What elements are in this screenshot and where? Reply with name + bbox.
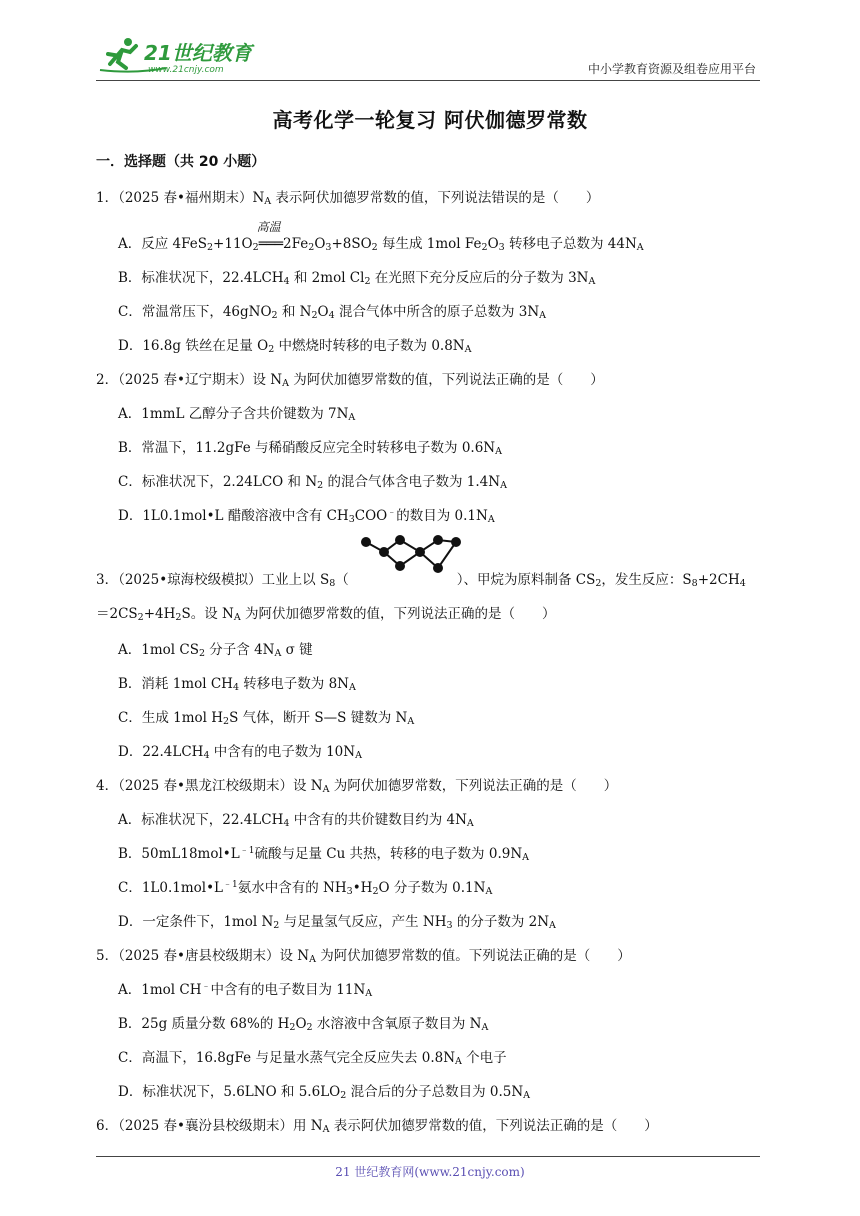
question-3-option-b: B．消耗 1mol $CH_4$ 转移电子数为 $8N_A$	[118, 676, 356, 693]
page-header	[96, 34, 760, 81]
question-5-option-b: B．25g 质量分数 68%的 $H_2O_2$ 水溶液中含氧原子数目为 $N_A$	[118, 1016, 489, 1033]
page-title: 高考化学一轮复习 阿伏伽德罗常数	[272, 108, 588, 132]
question-2-option-a: A．1mmL 乙醇分子含共价键数为 $7N_A$	[118, 406, 356, 423]
svg-text:www.21cnjy.com: www.21cnjy.com	[148, 65, 224, 75]
question-2-option-d: D．1L0.1mol•L 醋酸溶液中含有 $CH_3COO^﹣$的数目为 $0.1N_A$	[118, 508, 495, 525]
question-3-stem-line2: $=2CS_2+4H_2S$。设 $N_A$ 为阿伏加德罗常数的值，下列说法正确的是（ ）	[96, 606, 556, 623]
question-6-stem: 6．（2025 春•襄汾县校级期末）用 $N_A$ 表示阿伏加德罗常数的值，下列说法正确的是（ ）	[96, 1118, 658, 1135]
question-4-option-b: B．$50mL18mol•L^{﹣1}$硫酸与足量 Cu 共热，转移的电子数为 $0.9N_A$	[118, 846, 530, 863]
question-2-stem: 2．（2025 春•辽宁期末）设 $N_A$ 为阿伏加德罗常数的值，下列说法正确的是（ ）	[96, 372, 604, 389]
question-3-option-c: C．生成 1mol $H_2S$ 气体，断开 S—S 键数为 $N_A$	[118, 710, 415, 727]
question-1-option-b: B．标准状况下，$22.4LCH_4$ 和 2mol $Cl_2$ 在光照下充分反应后的分子数为 $3N_A$	[118, 270, 596, 287]
question-5-option-a: A．1mol CH﹣中含有的电子数目为 $11N_A$	[118, 982, 373, 999]
question-1-option-c: C．常温常压下，46gNO$_2$ 和 $N_2O_4$ 混合气体中所含的原子总数为 $3N_A$	[118, 304, 547, 321]
question-3-option-a: A．1mol $CS_2$ 分子含 $4N_A$ σ 键	[118, 642, 313, 659]
question-4-option-a: A．标准状况下，$22.4LCH_4$ 中含有的共价键数目约为 $4N_A$	[118, 812, 474, 829]
question-4-option-d: D．一定条件下，1mol $N_2$ 与足量氢气反应，产生 $NH_3$ 的分子数为 $2N_A$	[118, 914, 556, 931]
header-platform-text: 中小学教育资源及组卷应用平台	[587, 62, 756, 76]
question-1-option-d: D．16.8g 铁丝在足量 $O_2$ 中燃烧时转移的电子数为 $0.8N_A$	[118, 338, 472, 355]
s8-molecule-diagram	[358, 532, 464, 580]
question-5-stem: 5．（2025 春•唐县校级期末）设 $N_A$ 为阿伏加德罗常数的值。下列说法正确的是（ ）	[96, 948, 631, 965]
question-3-stem: 3．（2025•琼海校级模拟）工业上以 $S_8$（ ）、甲烷为原料制备 $CS_2$，发生反应：$S_8+2CH_4$	[96, 572, 746, 589]
logo-icon	[96, 34, 256, 78]
question-4-stem: 4．（2025 春•黑龙江校级期末）设 $N_A$ 为阿伏加德罗常数，下列说法正确的是（ ）	[96, 778, 618, 795]
page-footer: 21 世纪教育网(www.21cnjy.com)	[335, 1165, 525, 1179]
question-2-option-b: B．常温下，11.2gFe 与稀硝酸反应完全时转移电子数为 $0.6N_A$	[118, 440, 502, 457]
footer-divider	[96, 1156, 760, 1157]
section-heading: 一．选择题（共 20 小题）	[96, 154, 266, 170]
question-5-option-d: D．标准状况下，5.6LNO 和 $5.6LO_2$ 混合后的分子总数目为 $0.5N_A$	[118, 1084, 531, 1101]
question-1-stem: 1．（2025 春•福州期末）$N_A$ 表示阿伏加德罗常数的值，下列说法错误的是（ ）	[96, 190, 600, 207]
svg-text:21世纪教育: 21世纪教育	[144, 41, 252, 65]
question-5-option-c: C．高温下，16.8gFe 与足量水蒸气完全反应失去 $0.8N_A$ 个电子	[118, 1050, 507, 1067]
question-3-option-d: D．$22.4LCH_4$ 中含有的电子数为 $10N_A$	[118, 744, 362, 761]
question-1-option-a: A．反应 $4FeS_2+11O_2$ 高温 $═══2Fe_2O_3+8SO_2$ 每生成 1mol $Fe_2O_3$ 转移电子总数为 $44N_A$	[118, 220, 644, 253]
question-4-option-c: C．$1L0.1mol•L^{﹣1}$氨水中含有的 $NH_3•H_2O$ 分子数为 $0.1N_A$	[118, 880, 493, 897]
question-2-option-c: C．标准状况下，2.24LCO 和 $N_2$ 的混合气体含电子数为 $1.4N_A$	[118, 474, 507, 491]
